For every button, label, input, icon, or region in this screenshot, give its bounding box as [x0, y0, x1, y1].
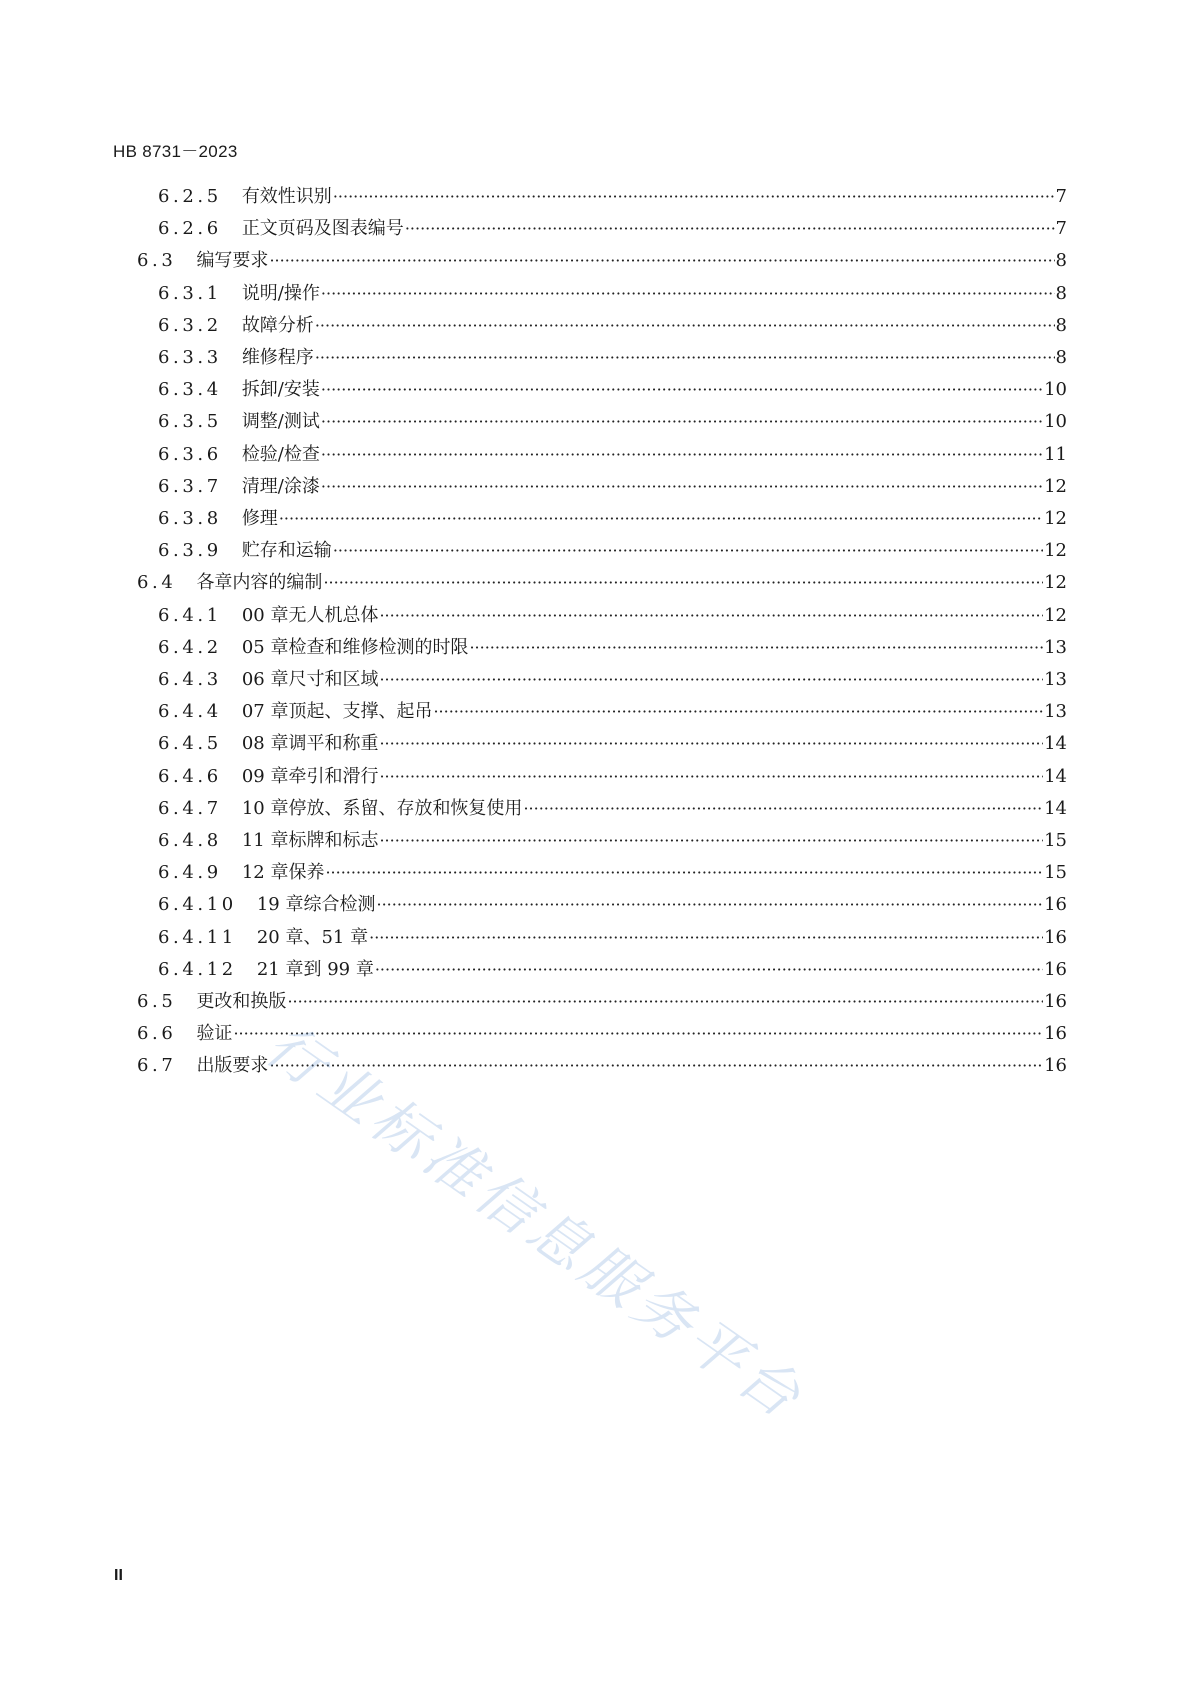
- toc-entry-page: 11: [1044, 443, 1067, 465]
- toc-entry-number: 6.3.4: [158, 379, 222, 401]
- toc-entry-title: 编写要求: [196, 250, 269, 272]
- toc-leader-dots: [315, 311, 1055, 341]
- toc-entry-number: 6.4.2: [158, 636, 222, 658]
- toc-entry-title: 12 章保养: [241, 862, 325, 884]
- toc-entry-title: 08 章调平和称重: [241, 733, 379, 755]
- toc-entry[interactable]: [158, 729, 1067, 759]
- toc-entry[interactable]: [137, 1051, 1067, 1081]
- toc-entry-title: 20 章、51 章: [256, 926, 369, 948]
- toc-entry-number: 6.3.1: [158, 282, 222, 304]
- toc-entry-number: 6.4.11: [158, 926, 237, 948]
- toc-entry-page: 16: [1044, 894, 1067, 916]
- toc-leader-dots: [321, 375, 1043, 405]
- toc-entry-page: 8: [1055, 314, 1067, 336]
- toc-entry-page: 14: [1044, 797, 1067, 819]
- toc-entry-title: 有效性识别: [241, 186, 332, 207]
- toc-entry[interactable]: [137, 246, 1067, 276]
- toc-leader-dots: [321, 279, 1055, 309]
- toc-entry-page: 10: [1044, 379, 1067, 401]
- toc-entry-title: 21 章到 99 章: [256, 958, 374, 980]
- toc-entry[interactable]: [158, 182, 1067, 212]
- toc-entry[interactable]: [158, 440, 1067, 470]
- toc-entry[interactable]: [158, 794, 1067, 824]
- toc-entry-page: 13: [1044, 669, 1067, 690]
- toc-entry[interactable]: [158, 923, 1067, 953]
- toc-entry-number: 6.4.3: [158, 669, 222, 690]
- toc-entry-page: 12: [1044, 508, 1067, 529]
- toc-entry-page: 8: [1055, 347, 1067, 368]
- toc-leader-dots: [379, 729, 1043, 759]
- toc-leader-dots: [333, 536, 1043, 566]
- toc-entry[interactable]: [158, 890, 1067, 920]
- toc-entry-page: 15: [1044, 862, 1067, 884]
- toc-entry-number: 6.4.6: [158, 765, 222, 787]
- toc-leader-dots: [315, 343, 1055, 373]
- toc-entry-page: 8: [1055, 282, 1067, 304]
- toc-entry-title: 07 章顶起、支撑、起吊: [241, 701, 433, 723]
- toc-entry-number: 6.4.4: [158, 701, 222, 723]
- toc-leader-dots: [325, 858, 1043, 888]
- toc-entry-page: 7: [1055, 218, 1067, 240]
- toc-entry-title: 10 章停放、系留、存放和恢复使用: [241, 797, 523, 819]
- toc-leader-dots: [375, 955, 1043, 985]
- toc-entry-number: 6.4: [137, 572, 177, 594]
- toc-leader-dots: [269, 1051, 1043, 1081]
- toc-entry[interactable]: [158, 601, 1067, 631]
- toc-entry[interactable]: [158, 762, 1067, 792]
- toc-entry-number: 6.3.9: [158, 540, 222, 562]
- toc-entry-title: 00 章无人机总体: [241, 604, 379, 626]
- toc-leader-dots: [269, 246, 1054, 276]
- document-code: HB 8731－2023: [113, 142, 238, 161]
- toc-entry-number: 6.4.9: [158, 862, 222, 884]
- toc-leader-dots: [433, 697, 1043, 727]
- toc-entry-number: 6.4.10: [158, 894, 237, 916]
- toc-entry-title: 贮存和运输: [241, 540, 332, 562]
- toc-entry-number: 6.3.2: [158, 314, 222, 336]
- toc-entry-title: 清理/涂漆: [241, 475, 320, 497]
- toc-entry-title: 维修程序: [241, 347, 314, 368]
- toc-leader-dots: [279, 504, 1043, 534]
- toc-leader-dots: [379, 826, 1043, 856]
- toc-entry-title: 正文页码及图表编号: [241, 218, 404, 240]
- toc-leader-dots: [379, 665, 1043, 695]
- toc-entry[interactable]: [158, 633, 1067, 663]
- toc-leader-dots: [523, 794, 1043, 824]
- toc-entry-page: 12: [1044, 604, 1067, 626]
- toc-entry-page: 14: [1044, 765, 1067, 787]
- toc-entry-number: 6.3.6: [158, 443, 222, 465]
- toc-leader-dots: [287, 987, 1043, 1017]
- toc-leader-dots: [379, 601, 1043, 631]
- toc-entry-page: 14: [1044, 733, 1067, 755]
- toc-entry-number: 6.4.5: [158, 733, 222, 755]
- toc-leader-dots: [469, 633, 1043, 663]
- toc-entry-title: 检验/检查: [241, 443, 320, 465]
- toc-entry-number: 6.3.3: [158, 347, 222, 368]
- toc-entry-page: 13: [1044, 636, 1067, 658]
- toc-entry-page: 12: [1044, 572, 1067, 594]
- toc-entry-page: 15: [1044, 830, 1067, 851]
- toc-leader-dots: [405, 214, 1055, 244]
- toc-entry-page: 12: [1044, 540, 1067, 562]
- toc-entry-title: 各章内容的编制: [196, 572, 323, 594]
- toc-entry[interactable]: [158, 536, 1067, 566]
- toc-leader-dots: [323, 568, 1043, 598]
- toc-entry[interactable]: [158, 955, 1067, 985]
- toc-entry[interactable]: [158, 697, 1067, 727]
- toc-entry[interactable]: [137, 987, 1067, 1017]
- watermark: 行业标准信息服务平台: [253, 1010, 817, 1434]
- toc-entry-title: 更改和换版: [196, 991, 287, 1012]
- toc-leader-dots: [333, 182, 1055, 212]
- toc-entry-page: 16: [1044, 1023, 1067, 1045]
- toc-leader-dots: [377, 890, 1044, 920]
- toc-entry-page: 13: [1044, 701, 1067, 723]
- toc-entry-number: 6.3.5: [158, 411, 222, 433]
- toc-entry-title: 说明/操作: [241, 282, 320, 304]
- toc-leader-dots: [369, 923, 1043, 953]
- toc-entry-title: 09 章牵引和滑行: [241, 765, 379, 787]
- toc-entry[interactable]: [158, 375, 1067, 405]
- toc-entry-title: 修理: [241, 508, 278, 529]
- toc-entry-number: 6.2.5: [158, 186, 222, 207]
- toc-entry[interactable]: [137, 568, 1067, 598]
- toc-entry-title: 出版要求: [196, 1055, 269, 1077]
- toc-entry[interactable]: [158, 858, 1067, 888]
- toc-leader-dots: [379, 762, 1043, 792]
- toc-entry[interactable]: [158, 826, 1067, 856]
- toc-entry[interactable]: [137, 1019, 1067, 1049]
- toc-entry-number: 6.3.7: [158, 475, 222, 497]
- toc-entry-title: 06 章尺寸和区域: [241, 669, 379, 690]
- toc-entry[interactable]: [158, 504, 1067, 534]
- toc-entry-number: 6.6: [137, 1023, 177, 1045]
- toc-entry-number: 6.4.12: [158, 958, 237, 980]
- toc-entry-page: 12: [1044, 475, 1067, 497]
- toc-entry-title: 19 章综合检测: [256, 894, 376, 916]
- toc-entry[interactable]: [158, 279, 1067, 309]
- toc-entry-number: 6.5: [137, 991, 177, 1012]
- toc-entry[interactable]: [158, 472, 1067, 502]
- toc-entry-page: 10: [1044, 411, 1067, 433]
- toc-entry-page: 7: [1055, 186, 1067, 207]
- toc-entry-number: 6.3.8: [158, 508, 222, 529]
- toc-entry-number: 6.7: [137, 1055, 177, 1077]
- toc-entry-page: 16: [1044, 991, 1067, 1012]
- toc-entry-number: 6.3: [137, 250, 177, 272]
- toc-entry-title: 05 章检查和维修检测的时限: [241, 636, 469, 658]
- toc-entry-title: 故障分析: [241, 314, 314, 336]
- toc-entry-number: 6.4.1: [158, 604, 222, 626]
- toc-entry-title: 验证: [196, 1023, 233, 1045]
- toc-entry-number: 6.2.6: [158, 218, 222, 240]
- toc-entry[interactable]: [158, 214, 1067, 244]
- toc-leader-dots: [321, 440, 1043, 470]
- toc-entry[interactable]: [158, 407, 1067, 437]
- toc-entry-number: 6.4.8: [158, 830, 222, 851]
- toc-entry[interactable]: [158, 665, 1067, 695]
- toc-entry-title: 拆卸/安装: [241, 379, 320, 401]
- toc-entry[interactable]: [158, 311, 1067, 341]
- toc-leader-dots: [233, 1019, 1043, 1049]
- toc-entry[interactable]: [158, 343, 1067, 373]
- toc-entry-title: 11 章标牌和标志: [241, 830, 379, 851]
- toc-entry-title: 调整/测试: [241, 411, 320, 433]
- toc-entry-page: 16: [1044, 1055, 1067, 1077]
- toc-entry-page: 16: [1044, 958, 1067, 980]
- toc-entry-page: 8: [1055, 250, 1067, 272]
- toc-entry-page: 16: [1044, 926, 1067, 948]
- toc-leader-dots: [321, 407, 1043, 437]
- page-number: II: [114, 1567, 123, 1584]
- toc-leader-dots: [321, 472, 1043, 502]
- toc-entry-number: 6.4.7: [158, 797, 222, 819]
